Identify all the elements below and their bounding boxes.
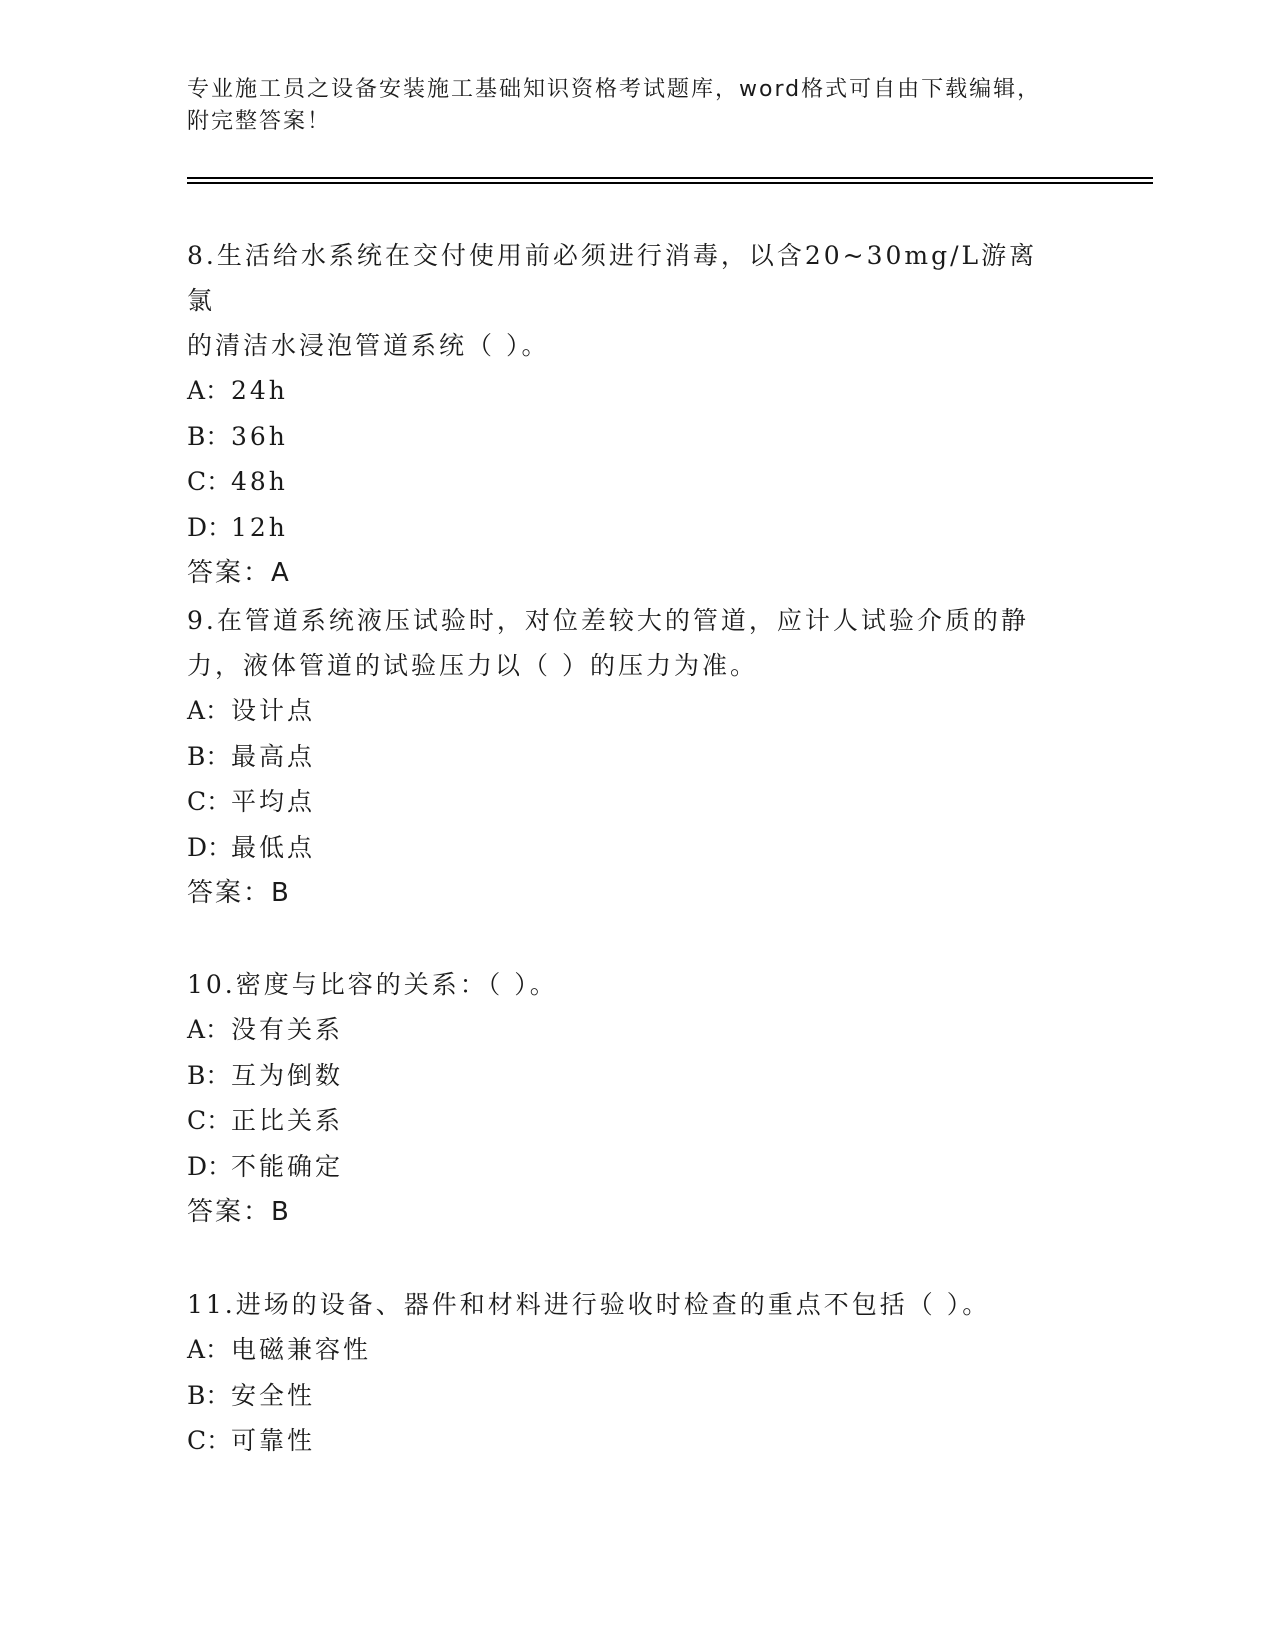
question-9 <box>187 598 1057 916</box>
option-c <box>187 1098 1057 1144</box>
option-b <box>187 734 1057 780</box>
question-stem <box>187 233 1057 368</box>
question-8 <box>187 233 1057 596</box>
question-stem-line-1: 9.在管道系统液压试验时，对位差较大的管道，应计人试验介质的静 <box>187 606 1029 635</box>
option-key: C： <box>187 467 232 496</box>
option-text: 安全性 <box>231 1380 316 1410</box>
option-text: 设计点 <box>231 696 316 725</box>
option-a <box>187 1007 1057 1053</box>
option-key: D： <box>187 1151 233 1181</box>
answer-line: 答案：A <box>187 558 291 588</box>
option-d <box>187 1144 1057 1190</box>
option-key: C： <box>187 787 232 816</box>
question-stem-line-1: 10.密度与比容的关系：（ ）。 <box>187 970 558 999</box>
document-header <box>187 74 1067 138</box>
option-a <box>187 368 1057 414</box>
option-key: B： <box>187 741 231 771</box>
question-stem <box>187 598 1057 688</box>
option-c <box>187 779 1057 825</box>
option-list <box>187 688 1057 870</box>
option-text: 可靠性 <box>231 1426 316 1455</box>
option-text: 没有关系 <box>231 1015 344 1044</box>
option-text: 不能确定 <box>231 1151 344 1181</box>
option-key: B： <box>187 1060 231 1090</box>
option-a <box>187 688 1057 734</box>
answer-line: 答案：B <box>187 1197 291 1227</box>
option-b <box>187 1373 1057 1419</box>
option-list <box>187 1327 1057 1464</box>
header-divider-bottom <box>187 182 1153 184</box>
question-stem <box>187 962 1057 1007</box>
option-key: D： <box>187 512 233 542</box>
question-stem <box>187 1282 1057 1327</box>
option-c <box>187 459 1057 505</box>
option-d <box>187 505 1057 551</box>
option-text: 48h <box>231 467 288 496</box>
option-key: C： <box>187 1426 232 1455</box>
question-stem-line-2: 力，液体管道的试验压力以（ ）的压力为准。 <box>187 651 758 680</box>
option-text: 36h <box>231 421 288 451</box>
option-text: 电磁兼容性 <box>231 1335 372 1364</box>
option-key: A： <box>187 1015 231 1044</box>
option-text: 正比关系 <box>231 1106 344 1135</box>
option-text: 最高点 <box>231 741 316 771</box>
question-stem-line-2: 的清洁水浸泡管道系统（ ）。 <box>187 331 550 360</box>
header-line-2: 附完整答案！ <box>187 109 332 134</box>
answer-line: 答案：B <box>187 878 291 908</box>
question-11 <box>187 1282 1057 1464</box>
option-text: 互为倒数 <box>231 1060 344 1090</box>
option-key: A： <box>187 696 231 725</box>
option-text: 12h <box>231 512 288 542</box>
option-key: B： <box>187 421 231 451</box>
option-b <box>187 1053 1057 1099</box>
option-a <box>187 1327 1057 1373</box>
header-divider-top <box>187 177 1153 179</box>
question-stem-line-1: 8.生活给水系统在交付使用前必须进行消毒，以含20~30mg/L游离氯 <box>187 241 1038 315</box>
option-list <box>187 1007 1057 1189</box>
option-text: 平均点 <box>231 787 316 816</box>
option-key: B： <box>187 1380 231 1410</box>
question-stem-line-1: 11.进场的设备、器件和材料进行验收时检查的重点不包括（ ）。 <box>187 1290 991 1319</box>
option-b <box>187 414 1057 460</box>
header-line-1: 专业施工员之设备安装施工基础知识资格考试题库，word格式可自由下载编辑， <box>187 77 1042 102</box>
option-text: 24h <box>231 376 288 405</box>
option-d <box>187 825 1057 871</box>
option-text: 最低点 <box>231 832 316 862</box>
option-key: D： <box>187 832 233 862</box>
option-key: C： <box>187 1106 232 1135</box>
option-list <box>187 368 1057 550</box>
option-key: A： <box>187 1335 231 1364</box>
option-c <box>187 1418 1057 1464</box>
option-key: A： <box>187 376 231 405</box>
question-10 <box>187 962 1057 1235</box>
